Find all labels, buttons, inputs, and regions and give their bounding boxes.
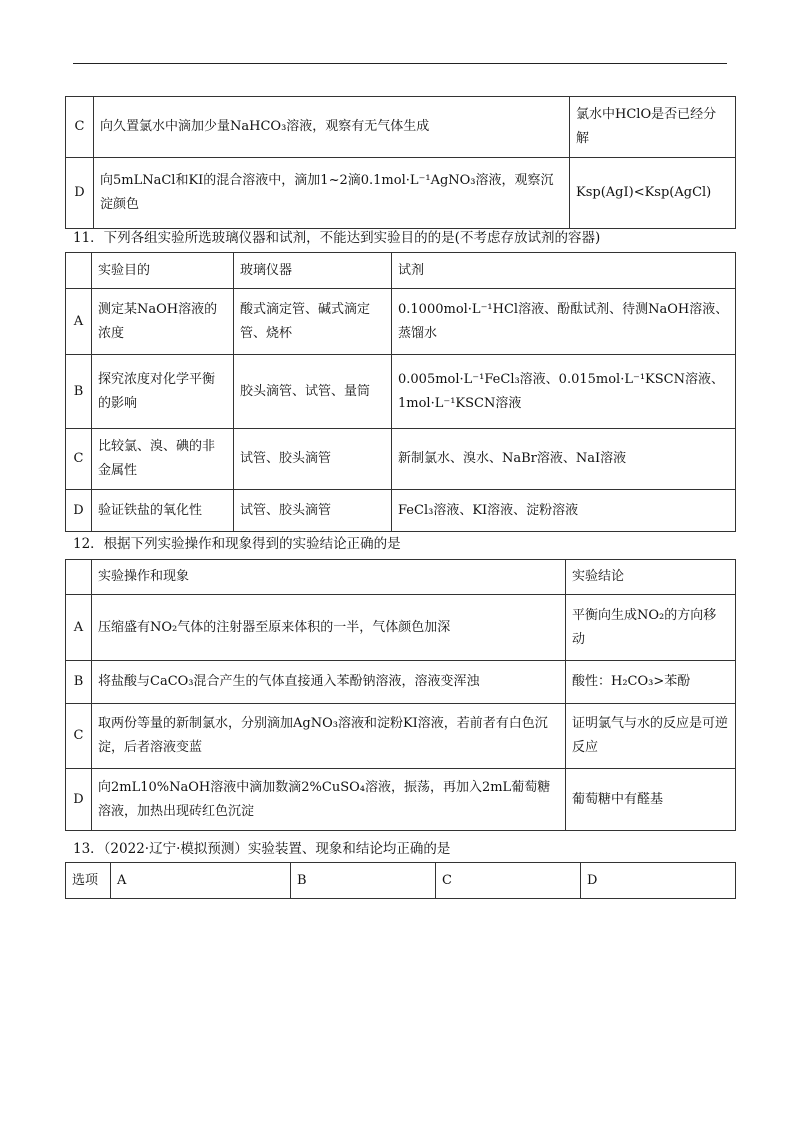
goal-cell: Ksp(AgI)<Ksp(AgCl)	[570, 158, 736, 229]
operation-cell: 压缩盛有NO₂气体的注射器至原来体积的一半，气体颜色加深	[92, 595, 566, 661]
goal-cell: 氯水中HClO是否已经分解	[570, 97, 736, 158]
row-label: C	[66, 704, 92, 769]
table-row	[66, 595, 736, 661]
row-label: D	[66, 769, 92, 831]
glassware-cell: 试管、胶头滴管	[234, 490, 392, 532]
purpose-cell: 验证铁盐的氧化性	[92, 490, 234, 532]
header-cell: B	[291, 863, 436, 899]
table-header-row	[66, 560, 736, 595]
conclusion-cell: 证明氯气与水的反应是可逆反应	[566, 704, 736, 769]
operation-cell: 将盐酸与CaCO₃混合产生的气体直接通入苯酚钠溶液，溶液变浑浊	[92, 661, 566, 704]
conclusion-cell: 葡萄糖中有醛基	[566, 769, 736, 831]
operation-cell: 向2mL10%NaOH溶液中滴加数滴2%CuSO₄溶液，振荡，再加入2mL葡萄糖溶液，加热出现砖红色沉淀	[92, 769, 566, 831]
header-cell: A	[111, 863, 291, 899]
table-row	[66, 490, 736, 532]
header-cell	[66, 253, 92, 289]
row-label: D	[66, 490, 92, 532]
header-cell: 实验目的	[92, 253, 234, 289]
header-cell: 选项	[66, 863, 111, 899]
question-12-table	[65, 559, 736, 831]
table-header-row	[66, 863, 736, 899]
row-label: B	[66, 661, 92, 704]
glassware-cell: 胶头滴管、试管、量筒	[234, 355, 392, 429]
header-cell: D	[581, 863, 736, 899]
table-row	[66, 704, 736, 769]
header-cell: 试剂	[392, 253, 736, 289]
glassware-cell: 酸式滴定管、碱式滴定管、烧杯	[234, 289, 392, 355]
question-13-title: 13．（2022·辽宁·模拟预测）实验装置、现象和结论均正确的是	[73, 841, 451, 857]
row-label: D	[66, 158, 94, 229]
table-row	[66, 429, 736, 490]
table-header-row	[66, 253, 736, 289]
purpose-cell: 探究浓度对化学平衡的影响	[92, 355, 234, 429]
operation-cell: 取两份等量的新制氯水，分别滴加AgNO₃溶液和淀粉KI溶液，若前者有白色沉淀，后者溶液变蓝	[92, 704, 566, 769]
table-row	[66, 158, 736, 229]
operation-cell: 向久置氯水中滴加少量NaHCO₃溶液，观察有无气体生成	[94, 97, 570, 158]
row-label: A	[66, 289, 92, 355]
reagent-cell: 新制氯水、溴水、NaBr溶液、NaI溶液	[392, 429, 736, 490]
table-row	[66, 97, 736, 158]
question-12-title: 12．根据下列实验操作和现象得到的实验结论正确的是	[73, 536, 401, 552]
question-11-title: 11．下列各组实验所选玻璃仪器和试剂，不能达到实验目的的是(不考虑存放试剂的容器)	[73, 230, 601, 246]
purpose-cell: 比较氯、溴、碘的非金属性	[92, 429, 234, 490]
table-row	[66, 355, 736, 429]
reagent-cell: 0.005mol·L⁻¹FeCl₃溶液、0.015mol·L⁻¹KSCN溶液、1mol·L⁻¹KSCN溶液	[392, 355, 736, 429]
table-row	[66, 661, 736, 704]
row-label: B	[66, 355, 92, 429]
glassware-cell: 试管、胶头滴管	[234, 429, 392, 490]
purpose-cell: 测定某NaOH溶液的浓度	[92, 289, 234, 355]
header-cell: 实验结论	[566, 560, 736, 595]
prev-question-table	[65, 96, 736, 229]
operation-cell: 向5mLNaCl和KI的混合溶液中，滴加1~2滴0.1mol·L⁻¹AgNO₃溶液，观察沉淀颜色	[94, 158, 570, 229]
reagent-cell: FeCl₃溶液、KI溶液、淀粉溶液	[392, 490, 736, 532]
question-11-table	[65, 252, 736, 532]
header-cell: 玻璃仪器	[234, 253, 392, 289]
row-label: A	[66, 595, 92, 661]
header-cell: 实验操作和现象	[92, 560, 566, 595]
header-cell: C	[436, 863, 581, 899]
table-row	[66, 289, 736, 355]
row-label: C	[66, 97, 94, 158]
header-rule	[73, 63, 727, 64]
conclusion-cell: 平衡向生成NO₂的方向移动	[566, 595, 736, 661]
header-cell	[66, 560, 92, 595]
question-13-table	[65, 862, 736, 899]
table-row	[66, 769, 736, 831]
reagent-cell: 0.1000mol·L⁻¹HCl溶液、酚酞试剂、待测NaOH溶液、蒸馏水	[392, 289, 736, 355]
conclusion-cell: 酸性：H₂CO₃>苯酚	[566, 661, 736, 704]
row-label: C	[66, 429, 92, 490]
